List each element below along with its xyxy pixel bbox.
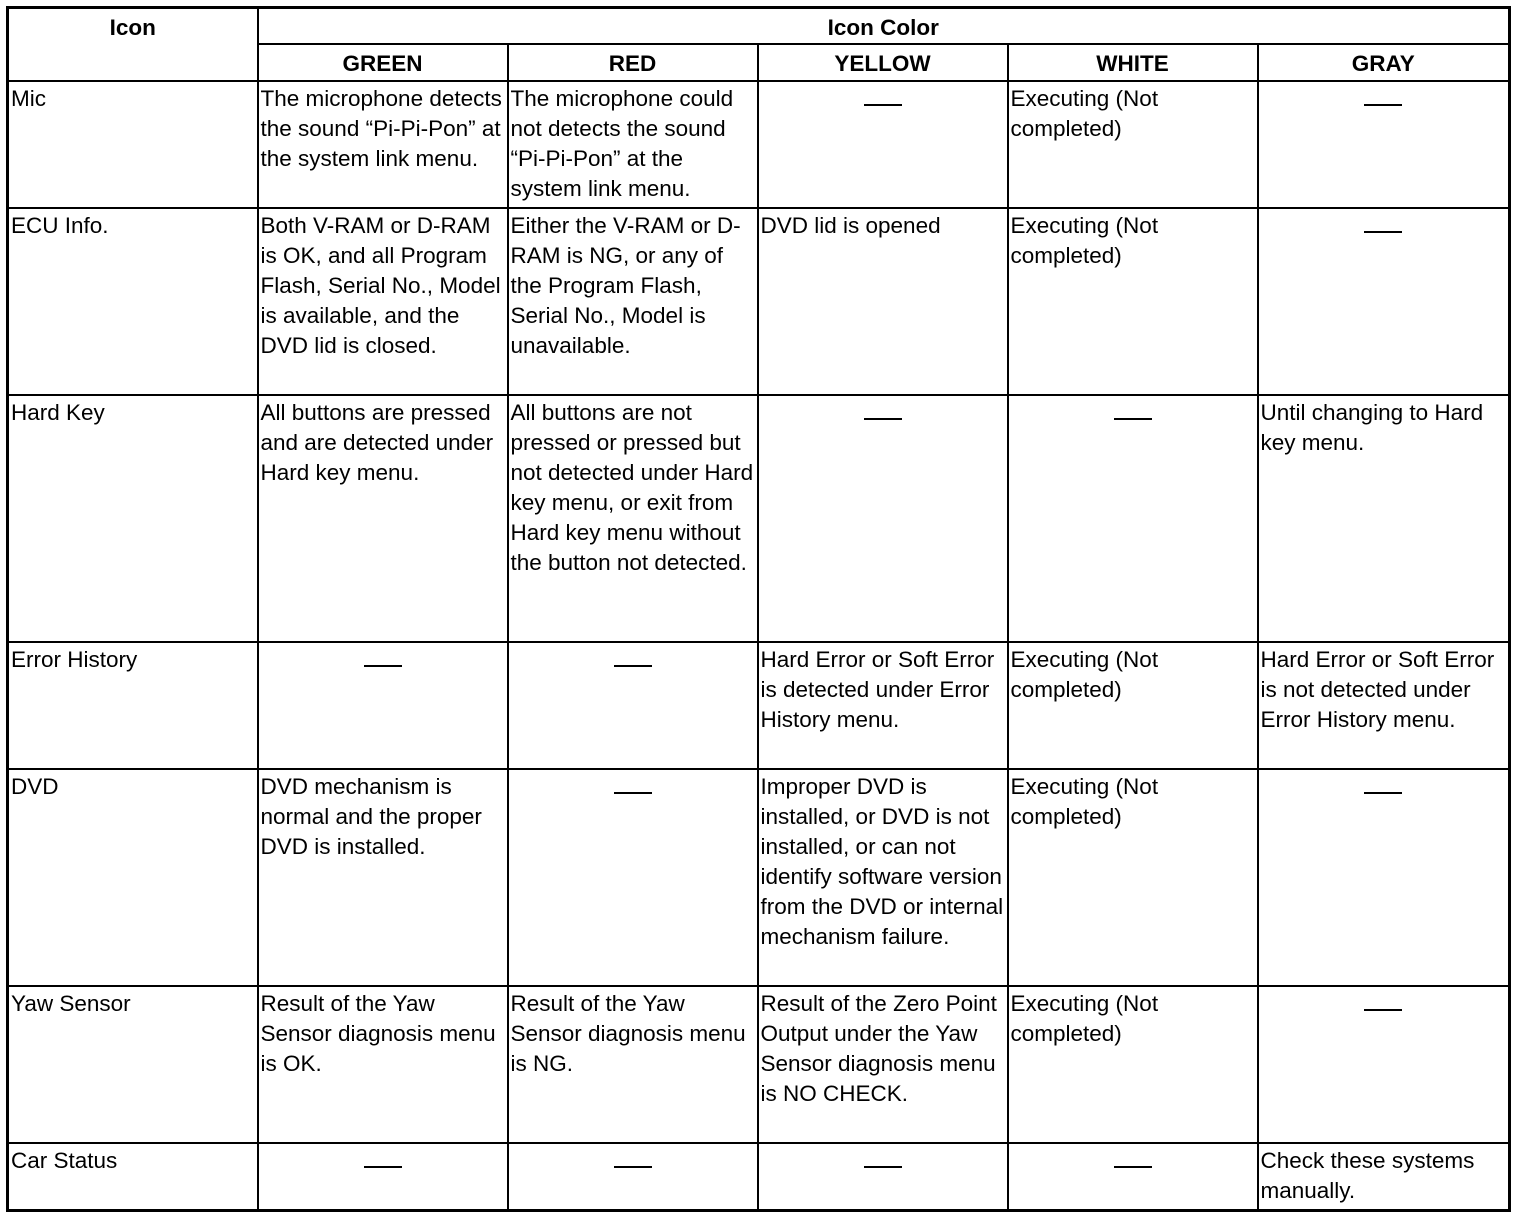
dash-mark [864, 418, 902, 420]
dash-mark [1364, 1009, 1402, 1011]
header-icon: Icon [8, 8, 258, 82]
condition-cell-green: The microphone detects the sound “Pi-Pi-Pon” at the system link menu. [258, 81, 508, 208]
condition-cell-yellow: Hard Error or Soft Error is detected under Error History menu. [758, 642, 1008, 769]
condition-cell-red: The microphone could not detects the sound “Pi-Pi-Pon” at the system link menu. [508, 81, 758, 208]
condition-cell-gray: Until changing to Hard key menu. [1258, 395, 1510, 642]
table-row [8, 81, 1510, 208]
table-row [8, 986, 1510, 1143]
dash-mark [1364, 231, 1402, 233]
header-color-gray: GRAY [1258, 44, 1510, 81]
dash-mark [614, 1166, 652, 1168]
not-applicable-cell [258, 1143, 508, 1210]
dash-mark [1114, 1166, 1152, 1168]
not-applicable-cell [508, 1143, 758, 1210]
dash-mark [864, 1166, 902, 1168]
not-applicable-cell [758, 81, 1008, 208]
header-color-red: RED [508, 44, 758, 81]
not-applicable-cell [1258, 986, 1510, 1143]
dash-mark [364, 1166, 402, 1168]
not-applicable-cell [1258, 81, 1510, 208]
condition-cell-yellow: Result of the Zero Point Output under the Yaw Sensor diagnosis menu is NO CHECK. [758, 986, 1008, 1143]
row-icon-name: ECU Info. [8, 208, 258, 395]
not-applicable-cell [508, 642, 758, 769]
header-icon-color: Icon Color [258, 8, 1510, 45]
not-applicable-cell [1258, 208, 1510, 395]
not-applicable-cell [1258, 769, 1510, 986]
condition-cell-green: Both V-RAM or D-RAM is OK, and all Program Flash, Serial No., Model is available, and the DVD lid is closed. [258, 208, 508, 395]
condition-cell-red: Result of the Yaw Sensor diagnosis menu is NG. [508, 986, 758, 1143]
table-row [8, 208, 1510, 395]
dash-mark [864, 104, 902, 106]
condition-cell-white: Executing (Not completed) [1008, 642, 1258, 769]
not-applicable-cell [258, 642, 508, 769]
dash-mark [614, 665, 652, 667]
condition-cell-white: Executing (Not completed) [1008, 986, 1258, 1143]
condition-cell-green: DVD mechanism is normal and the proper DVD is installed. [258, 769, 508, 986]
dash-mark [614, 792, 652, 794]
condition-cell-gray: Check these systems manually. [1258, 1143, 1510, 1210]
condition-cell-white: Executing (Not completed) [1008, 769, 1258, 986]
dash-mark [364, 665, 402, 667]
icon-color-table [6, 6, 1511, 1212]
header-color-green: GREEN [258, 44, 508, 81]
row-icon-name: Mic [8, 81, 258, 208]
condition-cell-white: Executing (Not completed) [1008, 208, 1258, 395]
dash-mark [1364, 104, 1402, 106]
row-icon-name: Error History [8, 642, 258, 769]
dash-mark [1114, 418, 1152, 420]
header-color-white: WHITE [1008, 44, 1258, 81]
not-applicable-cell [758, 395, 1008, 642]
condition-cell-white: Executing (Not completed) [1008, 81, 1258, 208]
row-icon-name: Yaw Sensor [8, 986, 258, 1143]
condition-cell-red: All buttons are not pressed or pressed but not detected under Hard key menu, or exit from Hard key menu without the button not detected. [508, 395, 758, 642]
not-applicable-cell [508, 769, 758, 986]
header-color-yellow: YELLOW [758, 44, 1008, 81]
dash-mark [1364, 792, 1402, 794]
row-icon-name: Car Status [8, 1143, 258, 1210]
row-icon-name: DVD [8, 769, 258, 986]
not-applicable-cell [1008, 1143, 1258, 1210]
condition-cell-green: All buttons are pressed and are detected under Hard key menu. [258, 395, 508, 642]
condition-cell-green: Result of the Yaw Sensor diagnosis menu is OK. [258, 986, 508, 1143]
condition-cell-yellow: DVD lid is opened [758, 208, 1008, 395]
table-row [8, 769, 1510, 986]
condition-cell-gray: Hard Error or Soft Error is not detected under Error History menu. [1258, 642, 1510, 769]
table-row [8, 1143, 1510, 1210]
not-applicable-cell [758, 1143, 1008, 1210]
table-row [8, 642, 1510, 769]
condition-cell-yellow: Improper DVD is installed, or DVD is not installed, or can not identify software version from the DVD or internal mechanism failure. [758, 769, 1008, 986]
not-applicable-cell [1008, 395, 1258, 642]
row-icon-name: Hard Key [8, 395, 258, 642]
condition-cell-red: Either the V-RAM or D-RAM is NG, or any of the Program Flash, Serial No., Model is unavailable. [508, 208, 758, 395]
table-row [8, 395, 1510, 642]
